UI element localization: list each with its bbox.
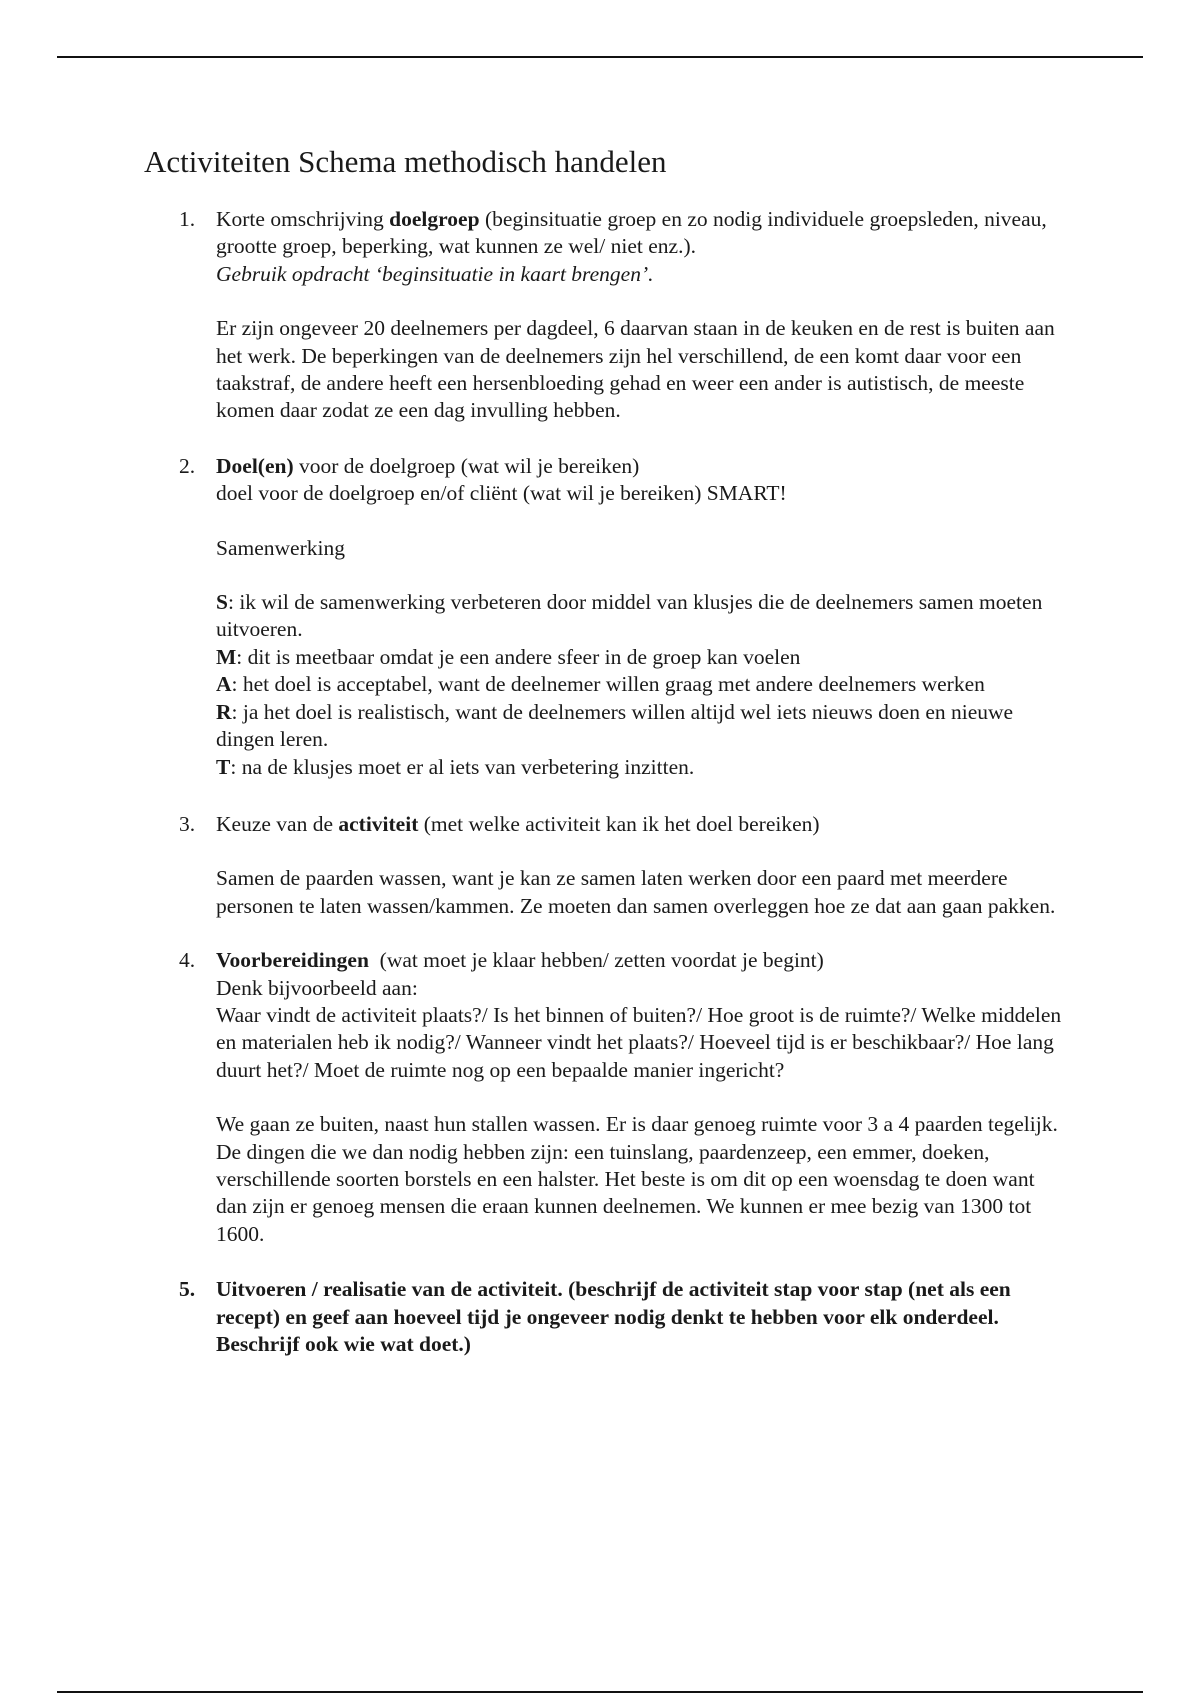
smart-letter: M (216, 644, 237, 669)
top-rule (57, 56, 1143, 58)
document-body (144, 206, 1064, 1358)
smart-letter: T (216, 754, 231, 779)
page-title: Activiteiten Schema methodisch handelen (144, 144, 667, 179)
smart-letter: A (216, 672, 232, 697)
item-instruction: Gebruik opdracht ‘beginsituatie in kaart brengen’. (216, 261, 654, 286)
intro-keyword: doelgroep (389, 207, 480, 231)
smart-line-a (216, 671, 1064, 698)
item-intro (216, 206, 1064, 261)
item-answer: Samen de paarden wassen, want je kan ze samen laten werken door een paard met meerdere personen te laten wassen/kammen. Ze moeten dan samen overleggen hoe ze dat aan gaan pakken. (216, 866, 1056, 918)
smart-line-t (216, 754, 1064, 781)
intro-text: (beginsituatie groep en zo nodig individuele groepsleden, niveau, grootte groep, beperking, wat kunnen ze wel/ niet enz.). (216, 207, 1047, 259)
smart-line-s (216, 589, 1064, 644)
item-answer: We gaan ze buiten, naast hun stallen wassen. Er is daar genoeg ruimte voor 3 a 4 paarden tegelijk. De dingen die we dan nodig hebben zijn: een tuinslang, paardenzeep, een emmer, doeken, verschillende soorten borstels en een halster. Het beste is om dit op een woensdag te doen want dan zijn er genoeg mensen die eraan kunnen deelnemen. We kunnen er mee bezig van 1300 tot 1600. (216, 1112, 1058, 1246)
item-questions: Waar vindt de activiteit plaats?/ Is het binnen of buiten?/ Hoe groot is de ruimte?/ Welke middelen en materialen heb ik nodig?/ Wanneer vindt het plaats?/ Hoeveel tijd is er beschikbaar?/ Hoe lang duurt het?/ Moet de ruimte nog op een bepaalde manier ingericht? (216, 1002, 1062, 1082)
item-number: 2. (179, 453, 196, 478)
item-intro-line2: Denk bijvoorbeeld aan: (216, 975, 418, 1000)
smart-text: : na de klusjes moet er al iets van verbetering inzitten. (230, 754, 695, 779)
bottom-rule (57, 1691, 1143, 1693)
list-item-uitvoeren (144, 1276, 1064, 1358)
intro-keyword: Voorbereidingen (216, 948, 369, 973)
smart-letter: S (216, 590, 228, 615)
item-number: 1. (179, 207, 196, 231)
item-intro: Uitvoeren / realisatie van de activiteit. (beschrijf de activiteit stap voor stap (net als een recept) en geef aan hoeveel tijd je ongeveer nodig denkt te hebben voor elk onderdeel. Beschrijf ook wie wat doet.) (216, 1277, 1011, 1356)
list-item-activiteit (144, 811, 1064, 920)
item-number: 5. (179, 1277, 196, 1302)
intro-keyword: activiteit (338, 811, 419, 836)
intro-text: Keuze van de (216, 811, 339, 836)
list-item-doelen (144, 453, 1064, 781)
smart-line-r (216, 699, 1064, 754)
goal-title: Samenwerking (216, 535, 345, 560)
smart-text: : ik wil de samenwerking verbeteren door middel van klusjes die de deelnemers samen moeten uitvoeren. (216, 590, 1043, 642)
item-intro (216, 453, 1064, 480)
list-item-doelgroep (144, 206, 1064, 425)
item-number: 3. (179, 811, 196, 836)
smart-list (216, 589, 1064, 781)
item-answer: Er zijn ongeveer 20 deelnemers per dagdeel, 6 daarvan staan in de keuken en de rest is buiten aan het werk. De beperkingen van de deelnemers zijn hel verschillend, de een komt daar voor een taakstraf, de andere heeft een hersenbloeding gehad en weer een ander is autistisch, de meeste komen daar zodat ze een dag invulling hebben. (216, 316, 1055, 423)
intro-text: (met welke activiteit kan ik het doel bereiken) (418, 811, 820, 836)
intro-text: (wat moet je klaar hebben/ zetten voordat je begint) (368, 948, 824, 973)
item-intro-line2: doel voor de doelgroep en/of cliënt (wat wil je bereiken) SMART! (216, 481, 787, 506)
intro-text: Korte omschrijving (216, 207, 390, 231)
item-intro (216, 811, 1064, 838)
list-item-voorbereidingen (144, 947, 1064, 1248)
item-intro (216, 947, 1064, 974)
smart-text: : ja het doel is realistisch, want de deelnemers willen altijd wel iets nieuws doen en nieuwe dingen leren. (216, 699, 1014, 752)
smart-text: : het doel is acceptabel, want de deelnemer willen graag met andere deelnemers werken (231, 672, 985, 697)
intro-text: voor de doelgroep (wat wil je bereiken) (293, 453, 640, 478)
smart-line-m (216, 644, 1064, 671)
intro-keyword: Doel(en) (216, 453, 294, 478)
item-number: 4. (179, 948, 196, 973)
smart-letter: R (216, 699, 232, 724)
smart-text: : dit is meetbaar omdat je een andere sfeer in de groep kan voelen (236, 644, 801, 669)
